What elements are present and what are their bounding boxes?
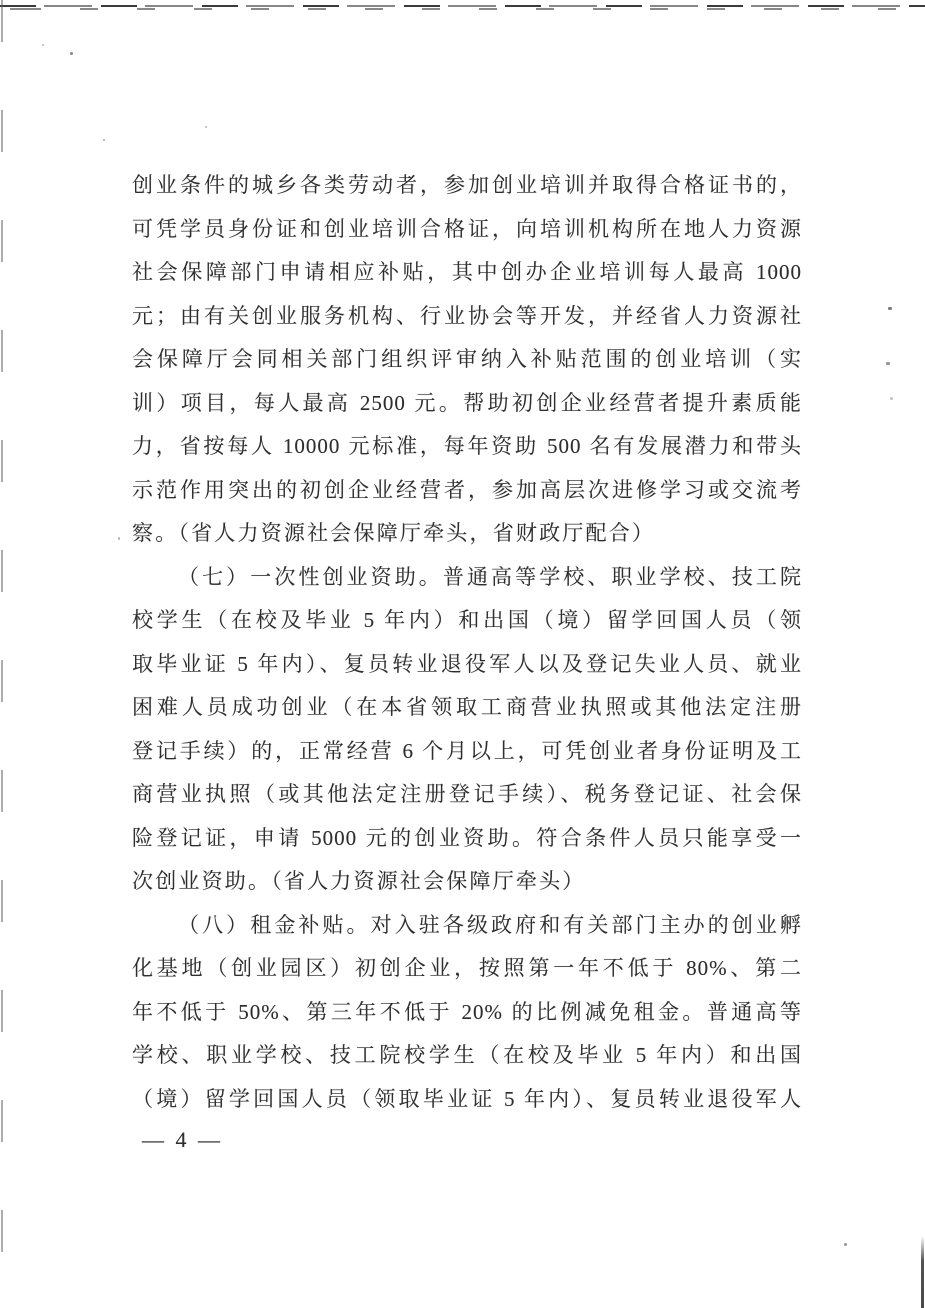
scan-edge-top	[0, 4, 925, 12]
text-line: 会保障厅会同相关部门组织评审纳入补贴范围的创业培训（实	[132, 347, 802, 371]
scan-speck	[70, 52, 73, 55]
scan-edge-right	[921, 1236, 924, 1308]
document-body	[132, 164, 802, 1121]
text-line: 可凭学员身份证和创业培训合格证，向培训机构所在地人力资源	[132, 216, 802, 241]
scan-speck	[890, 397, 893, 400]
scan-speck	[886, 362, 890, 365]
scan-speck	[888, 307, 892, 310]
text-line-paragraph-start-item-7: （七）一次性创业资助。普通高等学校、职业学校、技工院	[178, 564, 802, 589]
text-line: 取毕业证 5 年内）、复员转业退役军人以及登记失业人员、就业	[132, 651, 802, 676]
text-line: 学校、职业学校、技工院校学生（在校及毕业 5 年内）和出国	[132, 1043, 802, 1067]
scan-edge-left	[1, 0, 3, 1308]
text-line: 险登记证，申请 5000 元的创业资助。符合条件人员只能享受一	[132, 825, 802, 850]
scan-speck	[118, 537, 120, 540]
text-line: 化基地（创业园区）初创企业，按照第一年不低于 80%、第二	[132, 956, 802, 980]
scan-speck	[844, 1243, 847, 1246]
text-line: 商营业执照（或其他法定注册登记手续）、税务登记证、社会保	[132, 782, 802, 806]
scan-speck	[42, 44, 44, 46]
text-line: 创业条件的城乡各类劳动者，参加创业培训并取得合格证书的，	[132, 173, 802, 197]
scan-speck	[103, 139, 105, 141]
text-line-paragraph-end: 次创业资助。（省人力资源社会保障厅牵头）	[132, 869, 586, 893]
text-line: 训）项目，每人最高 2500 元。帮助初创企业经营者提升素质能	[132, 390, 802, 415]
text-line: 困难人员成功创业（在本省领取工商营业执照或其他法定注册	[132, 695, 802, 719]
text-line: 社会保障部门申请相应补贴，其中创办企业培训每人最高 1000	[132, 260, 802, 284]
text-line: （境）留学回国人员（领取毕业证 5 年内）、复员转业退役军人	[132, 1086, 802, 1111]
text-line-paragraph-end: 察。（省人力资源社会保障厅牵头，省财政厅配合）	[132, 521, 656, 545]
text-line: 校学生（在校及毕业 5 年内）和出国（境）留学回国人员（领	[132, 608, 802, 632]
text-line: 登记手续）的，正常经营 6 个月以上，可凭创业者身份证明及工	[132, 738, 802, 763]
text-line-paragraph-start-item-8: （八）租金补贴。对入驻各级政府和有关部门主办的创业孵	[178, 912, 802, 937]
text-line: 示范作用突出的初创企业经营者，参加高层次进修学习或交流考	[132, 477, 802, 502]
scan-speck	[205, 126, 207, 128]
text-line: 元；由有关创业服务机构、行业协会等开发，并经省人力资源社	[132, 303, 802, 328]
text-line: 力，省按每人 10000 元标准，每年资助 500 名有发展潜力和带头	[132, 434, 802, 458]
text-line: 年不低于 50%、第三年不低于 20% 的比例减免租金。普通高等	[132, 999, 802, 1024]
page-number: — 4 —	[142, 1127, 223, 1152]
